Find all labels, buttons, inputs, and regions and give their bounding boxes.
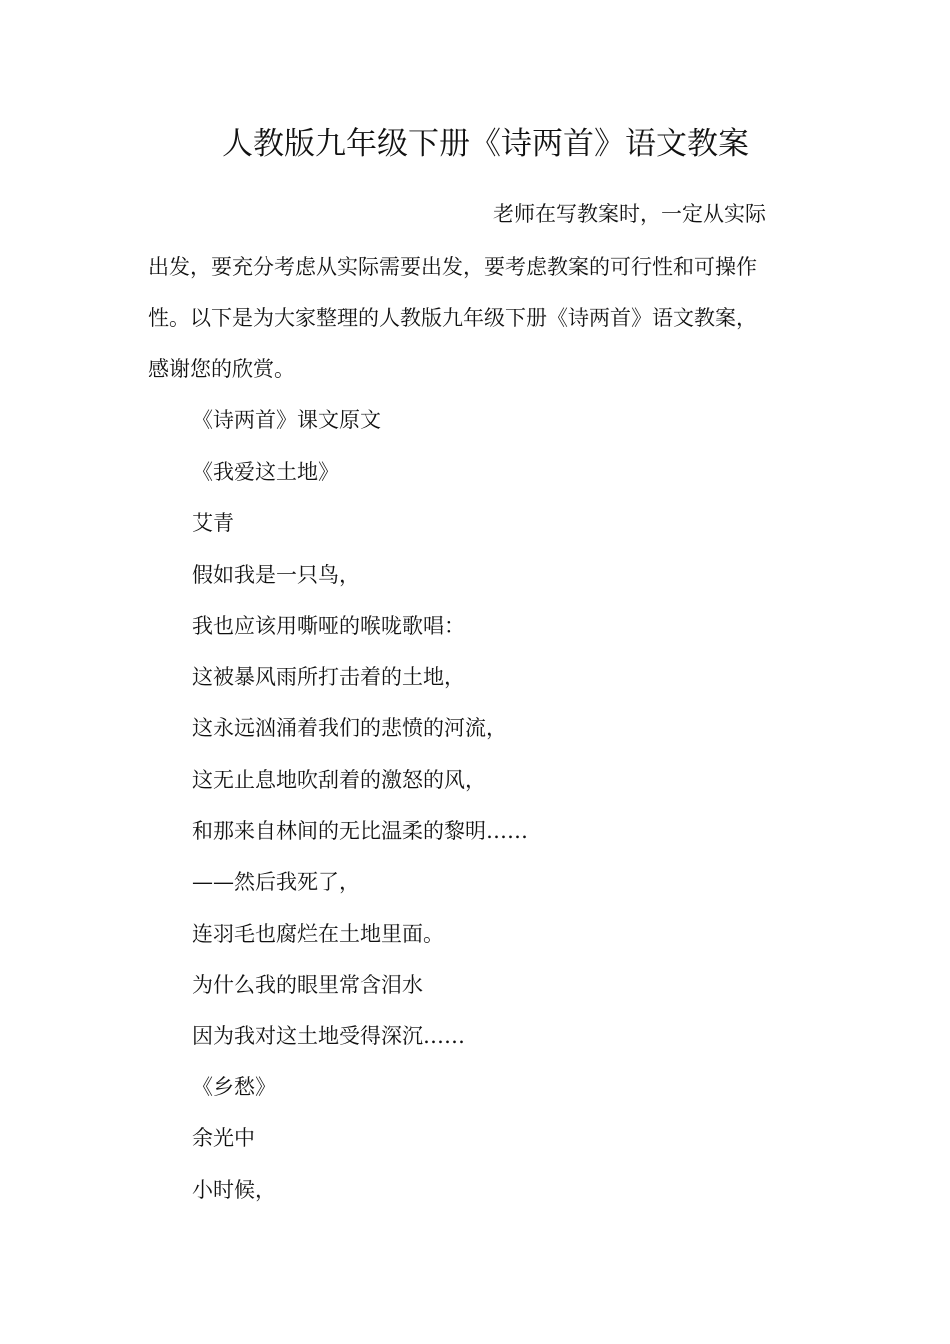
poem-title-2: 《乡愁》 (192, 1075, 276, 1099)
poem-line: 假如我是一只鸟， (192, 563, 360, 587)
intro-line-2: 出发，要充分考虑从实际需要出发，要考虑教案的可行性和可操作 (148, 255, 757, 279)
intro-line-1: 老师在写教案时，一定从实际 (493, 202, 766, 226)
poem-author-2: 余光中 (192, 1126, 255, 1150)
poem-line: 这被暴风雨所打击着的土地， (192, 665, 465, 689)
section-heading: 《诗两首》课文原文 (192, 408, 381, 432)
poem-line: 我也应该用嘶哑的喉咙歌唱： (192, 614, 465, 638)
poem-line: 连羽毛也腐烂在土地里面。 (192, 922, 444, 946)
poem-title-1: 《我爱这土地》 (192, 460, 339, 484)
intro-line-3: 性。以下是为大家整理的人教版九年级下册《诗两首》语文教案， (148, 306, 757, 330)
poem-line: 为什么我的眼里常含泪水 (192, 973, 423, 997)
intro-line-4: 感谢您的欣赏。 (148, 357, 295, 381)
poem-line: 这永远汹涌着我们的悲愤的河流， (192, 716, 507, 740)
poem-line: 这无止息地吹刮着的激怒的风， (192, 768, 486, 792)
poem-line: 和那来自林间的无比温柔的黎明…… (192, 819, 528, 843)
poem-author-1: 艾青 (192, 511, 234, 535)
document-title: 人教版九年级下册《诗两首》语文教案 (222, 126, 749, 162)
poem-line: 小时候， (192, 1178, 276, 1202)
poem-line: 因为我对这土地受得深沉…… (192, 1024, 465, 1048)
poem-line: ——然后我死了， (192, 870, 360, 894)
